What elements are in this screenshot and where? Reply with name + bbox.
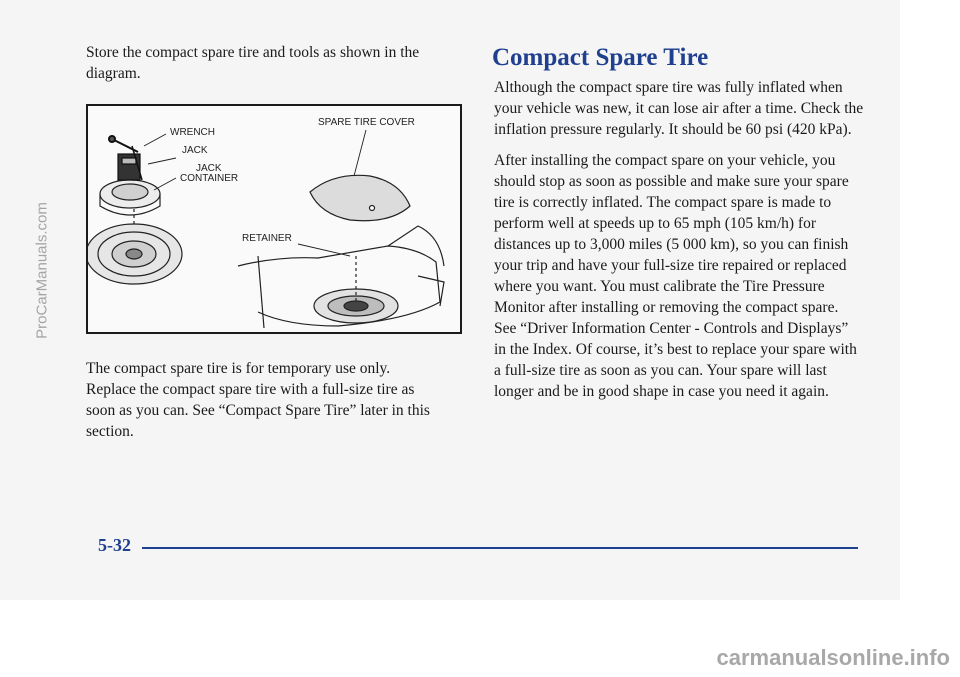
spare-tire-cover-drawing [310, 175, 410, 220]
spare-tire-illustration [88, 106, 460, 332]
page-number: 5-32 [98, 535, 131, 555]
intro-paragraph: Store the compact spare tire and tools as shown in the diagram. [86, 44, 420, 82]
body-paragraph-2: After installing the compact spare on your vehicle, you should stop as soon as possible and make sure your spare tire is correctly inflated. The compact spare is made to perform well at speeds up to 65 mph (105 km/h) for distances up to 3,000 miles (5 000 km), so you can finish your trip and have your full-size tire repaired or replaced where you want. You must calibrate the Tire Pressure Monitor after installing or removing the compact spare. See “Driver Information Center - Controls and Displays” in the Index. Of course, it’s best to replace your spare with a full-size tire as soon as you can. Your spare will last longer and be in good shape in case you need it again. [494, 152, 857, 400]
jack-container-drawing [100, 180, 160, 215]
label-wrench: WRENCH [170, 127, 215, 138]
footer-rule [142, 547, 858, 549]
section-title: Compact Spare Tire [492, 44, 709, 71]
label-jack-container-line2: CONTAINER [180, 173, 239, 184]
body-paragraph-1: Although the compact spare tire was fully inflated when your vehicle was new, it can lose air after a time. Check the inflation pressure regularly. It should be 60 psi (420 kPa). [494, 79, 864, 138]
spare-tire-diagram [86, 104, 462, 334]
label-jack-container-line1: JACK [196, 163, 222, 174]
label-jack: JACK [182, 145, 208, 156]
bottom-watermark: carmanualsonline.info [716, 645, 950, 670]
caption-paragraph: The compact spare tire is for temporary use only. Replace the compact spare tire with a full-size tire as soon as you can. See “Compact Spare Tire” later in this section. [86, 360, 430, 440]
label-retainer: RETAINER [242, 233, 292, 244]
wrench-drawing [109, 136, 138, 152]
side-watermark: ProCarManuals.com [33, 202, 51, 339]
label-spare-tire-cover: SPARE TIRE COVER [318, 117, 415, 128]
